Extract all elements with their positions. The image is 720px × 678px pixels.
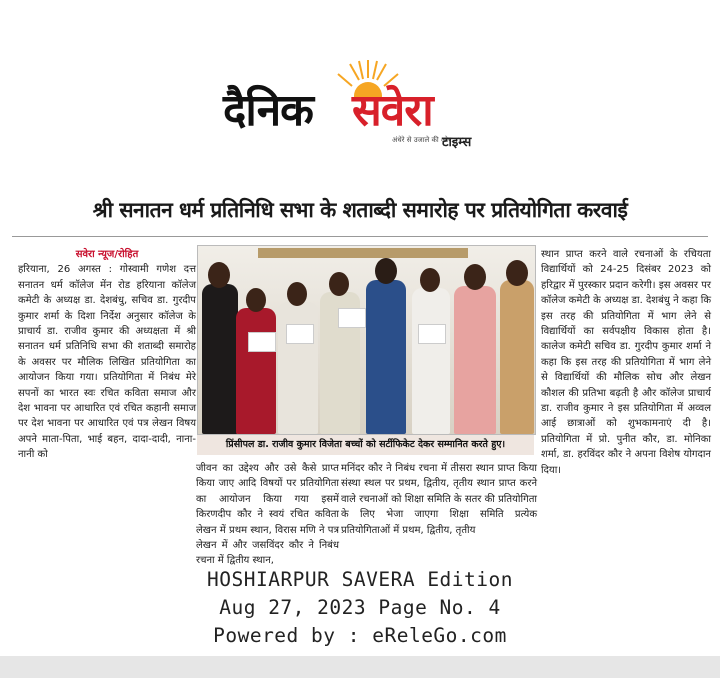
masthead <box>0 58 720 168</box>
photo-caption: प्रिंसीपल डा. राजीव कुमार विजेता बच्चों को सर्टीफिकेट देकर सम्मानित करते हुए। <box>197 435 534 455</box>
edition-label: HOSHIARPUR SAVERA Edition <box>207 568 513 591</box>
article-column-2 <box>196 461 339 569</box>
masthead-suffix: टाइम्स <box>442 135 472 150</box>
person-figure-shape <box>202 284 238 434</box>
powered-by-label: Powered by : eReleGo.com <box>213 624 507 647</box>
column-4-text: स्थान प्राप्त करने वाले रचनाओं के रचियता विद्यार्थियों को 24-25 दिसंबर 2023 को हरिद्वार में पुरस्कार प्रदान करेगी। इस अवसर पर कॉलेज कमेटी के अध्यक्ष डा. देशबंधु ने कहा कि इस तरह की प्रतियोगिता में भाग लेने से विद्यार्थियों का सर्वपक्षीय विकास होता है। कालेज कमेटी सचिव डा. गुरदीप कुमार शर्मा ने कहा कि इस तरह की प्रतियोगिता में भाग लेने से विद्यार्थियों की मौलिक सोच और लेखन कौशल की प्रतिभा बढ़ती है और कॉलेज प्राचार्य डा. राजीव कुमार ने इस प्रतियोगिता में अव्वल आई छात्राओं को शुभकामनाएं दी है। प्रतियोगिता में प्रो. पुनीत कौर, डा. मोनिका शर्मा, डा. हरविंदर कौर ने अपना विशेष योगदान दिया। <box>541 249 711 476</box>
bottom-strip <box>0 656 720 678</box>
person-figure-shape <box>278 302 318 434</box>
person-head-shape <box>287 282 307 306</box>
article-column-3 <box>341 461 537 538</box>
masthead-name-right: सवेरा <box>352 85 433 136</box>
certificate-shape <box>418 324 446 344</box>
article-photo <box>197 245 536 435</box>
person-figure-shape <box>366 280 406 434</box>
date-page-label: Aug 27, 2023 Page No. 4 <box>219 596 501 619</box>
person-figure-shape <box>454 286 496 434</box>
person-head-shape <box>208 262 230 288</box>
article-column-4 <box>541 247 711 478</box>
person-head-shape <box>506 260 528 286</box>
person-head-shape <box>464 264 486 290</box>
certificate-shape <box>286 324 314 344</box>
person-head-shape <box>420 268 440 292</box>
person-head-shape <box>329 272 349 296</box>
person-figure-shape <box>500 280 534 434</box>
person-figure-shape <box>412 288 450 434</box>
certificate-shape <box>338 308 366 328</box>
article-column-1 <box>18 247 196 463</box>
headline-divider <box>12 236 708 237</box>
article-headline: श्री सनातन धर्म प्रतिनिधि सभा के शताब्दी समारोह पर प्रतियोगिता करवाई <box>92 198 628 222</box>
masthead-tagline: अंधेरे से उजाले की ओर... <box>392 136 458 144</box>
article-byline: सवेरा न्यूज/रोहित <box>75 249 139 260</box>
photo-wall-frame <box>258 248 468 258</box>
person-figure-shape <box>236 308 276 434</box>
person-head-shape <box>246 288 266 312</box>
certificate-shape <box>248 332 276 352</box>
masthead-name-left: दैनिक <box>223 85 313 136</box>
person-head-shape <box>375 258 397 284</box>
column-3-text: मनिंदर कौर ने निबंध रचना में तीसरा स्थान प्राप्त किया संस्था स्थल पर प्रथम, द्वितीय, तृतीय स्थान प्राप्त करने वाले रचनाओं को शिक्षा समिति के सतर की प्रतियोगिता के लिए भेजा जाएगा शिक्षा समिति प्रत्येक प्रतियोगिताओं में प्रथम, द्वितीय, तृतीय <box>341 463 537 536</box>
column-2-text: जीवन का उद्देश्य और उसे कैसे प्राप्त किया जाए आदि विषयों पर प्रतियोगिता का आयोजन किया गया इसमें किरणदीप कौर ने स्वयं रचित कविता लेखन में प्रथम स्थान, विरास मणि ने पत्र लेखन में और जसविंदर कौर ने निबंध रचना में द्वितीय स्थान, <box>196 463 339 567</box>
column-1-text: हरियाना, 26 अगस्त : गोस्वामी गणेश दत्त सनातन धर्म कॉलेज मेंन रोड हरियाना कॉलेज कमेटी के अध्यक्ष डा. देशबंधु, सचिव डा. गुरदीप कुमार शर्मा के दिशा निर्देश अनुसार कॉलेज के प्राचार्य डा. राजीव कुमार की अध्यक्षता में श्री सनातन धर्म प्रतिनिधि सभा की शताब्दी समारोह के अवसर पर मौलिक लिखित प्रतियोगिता का आयोजन किया गया। प्रतियोगिता में निबंध मेरे सपनों का भारत स्वः रचित कविता समाज और देश भावना पर आधारित एवं रचित कहानी समाज पर देश भावना पर आधारित एवं पत्र लेखन विषय अपने माता-पिता, भाई बहन, दादा-दादी, नाना-नानी को <box>18 264 196 461</box>
